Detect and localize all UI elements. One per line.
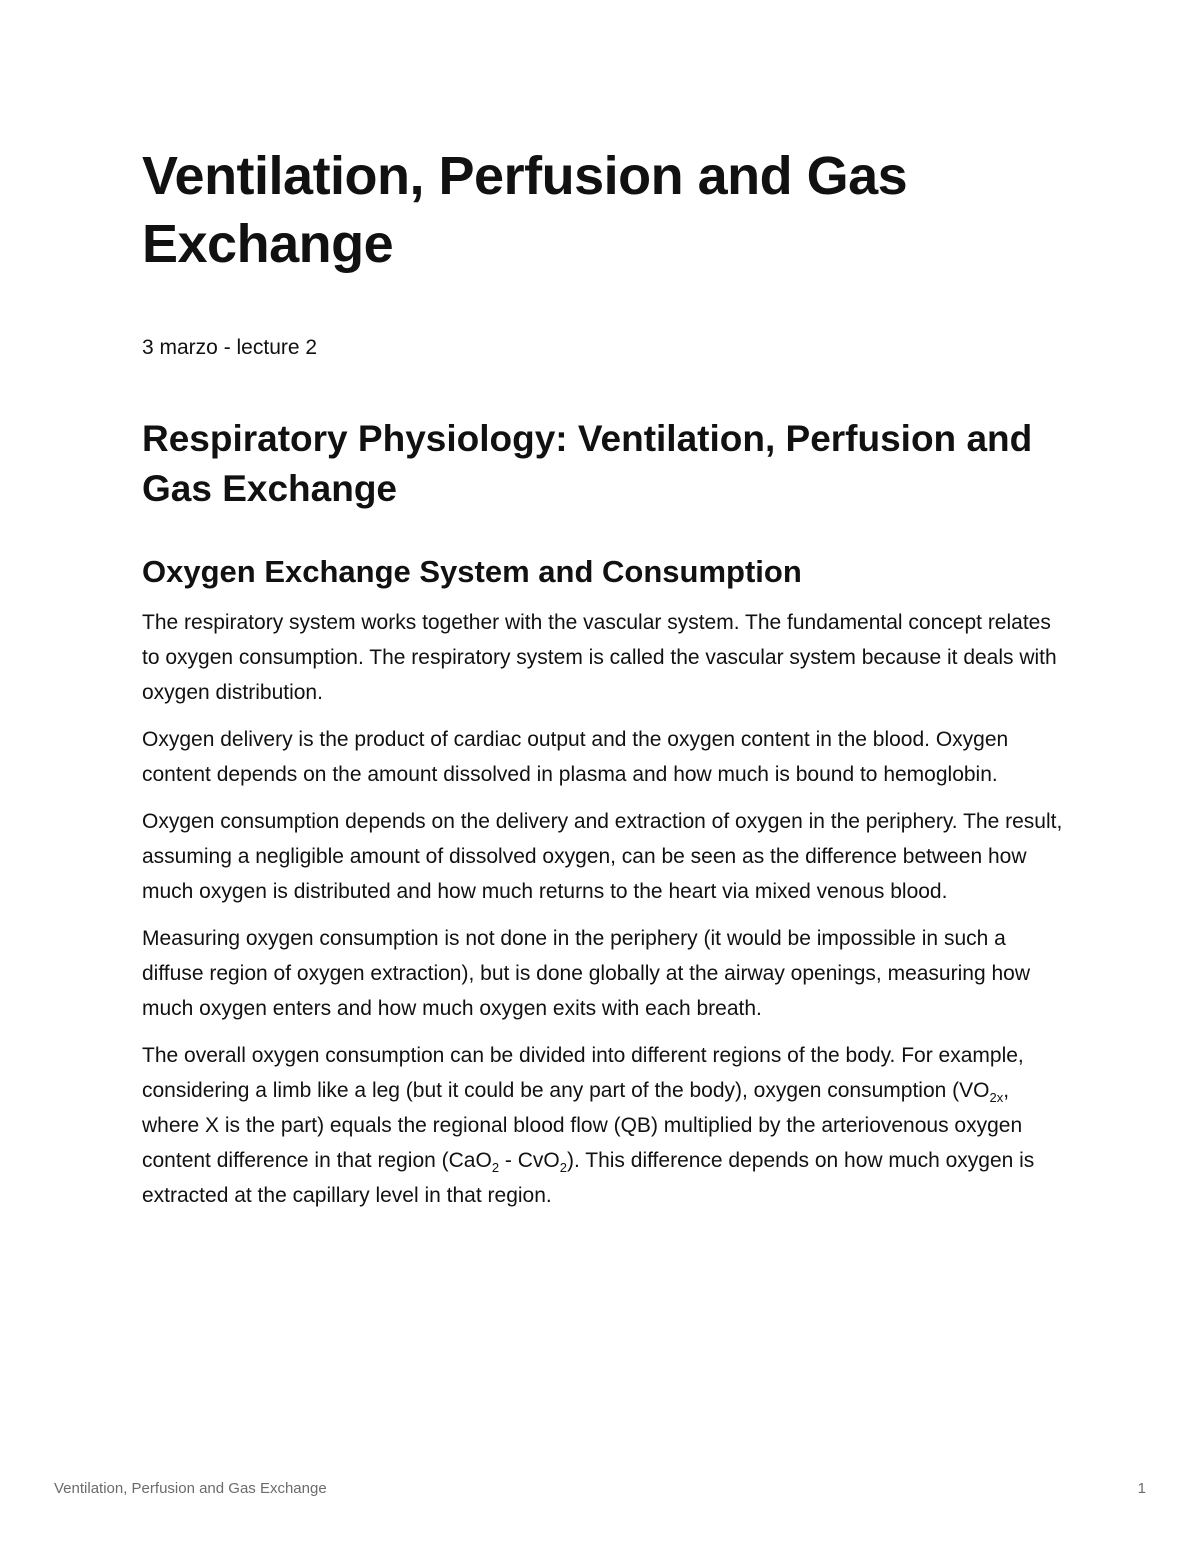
text-run: The overall oxygen consumption can be divided into different regions of the body. For example, considering a limb like a leg (but it could be any part of the body), oxygen consumption (VO — [142, 1044, 1024, 1102]
text-run: - CvO — [499, 1149, 560, 1172]
subsection-heading: Oxygen Exchange System and Consumption — [142, 554, 802, 589]
page-number: 1 — [1137, 1480, 1146, 1497]
lecture-date: 3 marzo - lecture 2 — [142, 336, 318, 359]
body-text — [142, 605, 1067, 1225]
subscript: 2 — [491, 1160, 500, 1176]
subscript: 2x — [989, 1090, 1004, 1106]
paragraph: Measuring oxygen consumption is not done in the periphery (it would be impossible in such a diffuse region of oxygen extraction), but is done globally at the airway openings, measuring how much oxygen enters and how much oxygen exits with each breath. — [142, 927, 1030, 1020]
subscript: 2 — [559, 1160, 567, 1176]
paragraph: Oxygen consumption depends on the delivery and extraction of oxygen in the periphery. The result, assuming a negligible amount of dissolved oxygen, can be seen as the difference between how much oxygen is distributed and how much returns to the heart via mixed venous blood. — [142, 810, 1063, 903]
paragraph-oxygen-consumption-formula — [142, 1038, 1067, 1213]
text-run: , where X is the part) equals the regional blood flow (QB) multiplied by the arteriovenous oxygen content difference in that region (CaO — [142, 1079, 1023, 1172]
text-run: ). This difference depends on how much oxygen is extracted at the capillary level in that region. — [142, 1149, 1035, 1207]
section-heading: Respiratory Physiology: Ventilation, Perfusion and Gas Exchange — [142, 418, 1033, 509]
paragraph: The respiratory system works together with the vascular system. The fundamental concept relates to oxygen consumption. The respiratory system is called the vascular system because it deals with oxygen distribution. — [142, 611, 1057, 704]
footer-title: Ventilation, Perfusion and Gas Exchange — [54, 1480, 327, 1497]
page-title: Ventilation, Perfusion and Gas Exchange — [142, 146, 908, 274]
paragraph: Oxygen delivery is the product of cardiac output and the oxygen content in the blood. Oxygen content depends on the amount dissolved in plasma and how much is bound to hemoglobin. — [142, 728, 1009, 786]
